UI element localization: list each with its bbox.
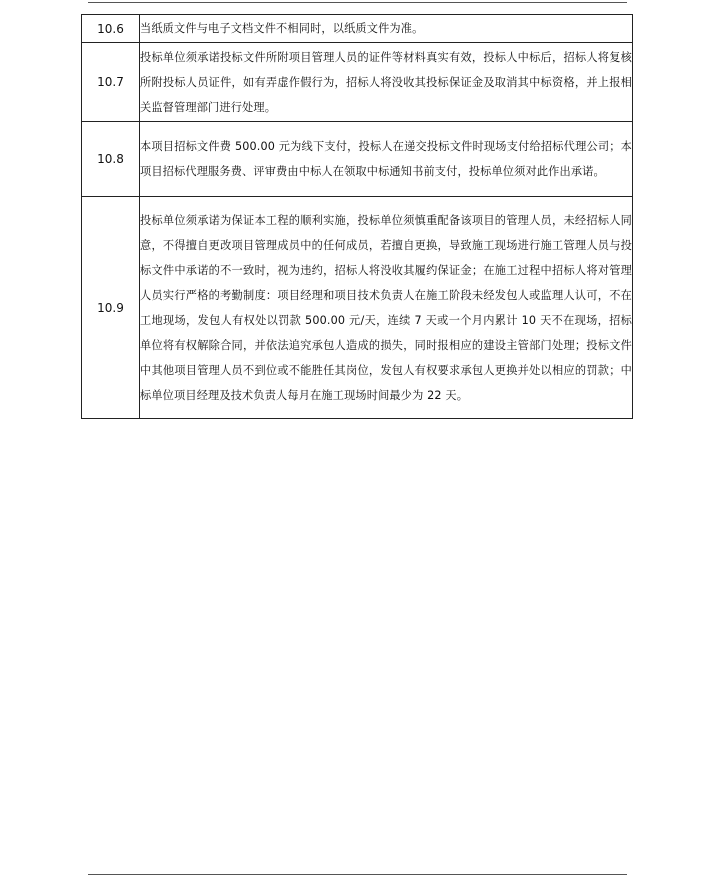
clause-text: 当纸质文件与电子文档文件不相同时，以纸质文件为准。 xyxy=(140,15,633,43)
clauses-table xyxy=(81,14,633,419)
clause-number: 10.7 xyxy=(82,43,140,122)
header-rule xyxy=(88,2,627,3)
clause-number: 10.6 xyxy=(82,15,140,43)
clause-text: 投标单位须承诺为保证本工程的顺利实施，投标单位须慎重配备该项目的管理人员，未经招标人同意，不得擅自更改项目管理成员中的任何成员，若擅自更换，导致施工现场进行施工管理人员与投标文件中承诺的不一致时，视为违约，招标人将没收其履约保证金；在施工过程中招标人将对管理人员实行严格的考勤制度：项目经理和项目技术负责人在施工阶段未经发包人或监理人认可，不在工地现场，发包人有权处以罚款 500.00 元/天，连续 7 天或一个月内累计 10 天不在现场，招标单位将有权解除合同，并依法追究承包人造成的损失，同时报相应的建设主管部门处理；投标文件中其他项目管理人员不到位或不能胜任其岗位，发包人有权要求承包人更换并处以相应的罚款；中标单位项目经理及技术负责人每月在施工现场时间最少为 22 天。 xyxy=(140,197,633,419)
table-row xyxy=(82,197,633,419)
clause-number: 10.8 xyxy=(82,122,140,197)
table-row xyxy=(82,15,633,43)
clause-text: 投标单位须承诺投标文件所附项目管理人员的证件等材料真实有效，投标人中标后，招标人将复核所附投标人员证件，如有弄虚作假行为，招标人将没收其投标保证金及取消其中标资格，并上报相关监督管理部门进行处理。 xyxy=(140,43,633,122)
table-row xyxy=(82,43,633,122)
clause-text: 本项目招标文件费 500.00 元为线下支付，投标人在递交投标文件时现场支付给招标代理公司；本项目招标代理服务费、评审费由中标人在领取中标通知书前支付，投标单位须对此作出承诺。 xyxy=(140,122,633,197)
table-row xyxy=(82,122,633,197)
clause-number: 10.9 xyxy=(82,197,140,419)
footer-rule xyxy=(88,874,627,875)
